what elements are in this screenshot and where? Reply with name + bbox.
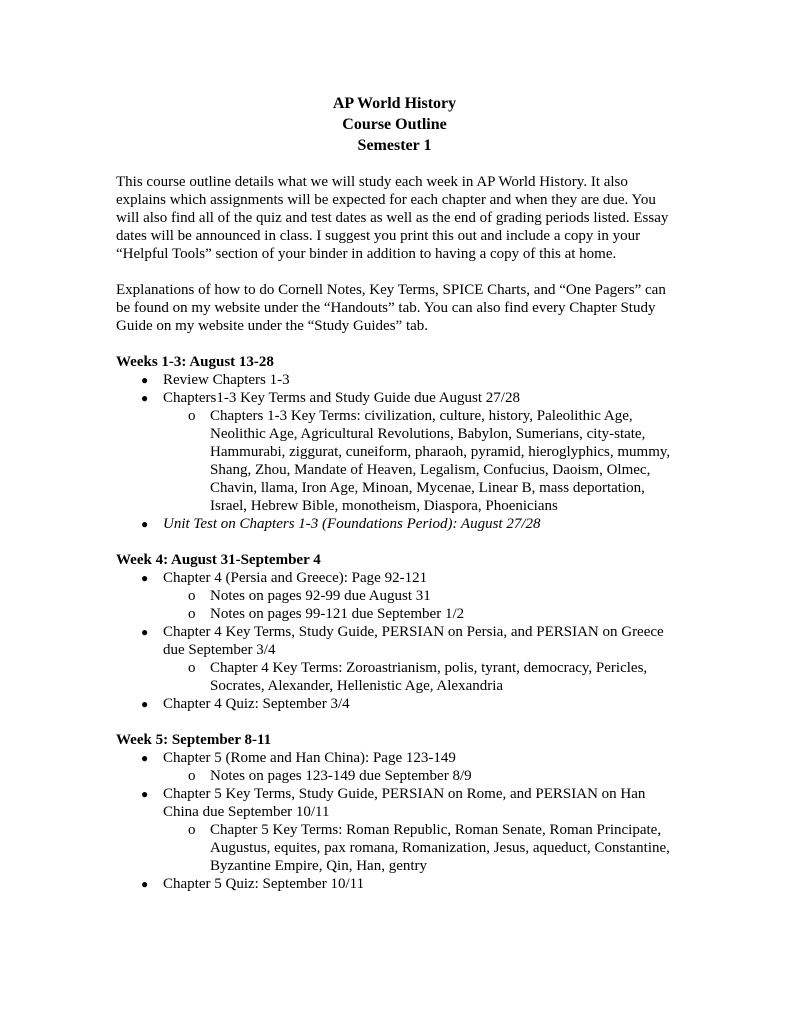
sub-list-item <box>188 587 673 605</box>
list-item-text: Chapter 5 (Rome and Han China): Page 123-149 <box>163 750 456 766</box>
explanations-paragraph: Explanations of how to do Cornell Notes, Key Terms, SPICE Charts, and “One Pagers” can be found on my website under the “Handouts” tab. You can also find every Chapter Study Guide on my website under the “Study Guides” tab. <box>116 282 666 334</box>
list-item-text: Chapter 4 Quiz: September 3/4 <box>163 696 350 712</box>
title-semester: Semester 1 <box>357 137 432 154</box>
list-item <box>141 569 673 623</box>
title-course: AP World History <box>332 95 457 112</box>
week-item-list <box>116 371 673 533</box>
bullet-icon: ● <box>141 751 149 765</box>
list-item <box>141 371 673 389</box>
sub-list-item <box>188 767 673 785</box>
list-item-text: Chapters1-3 Key Terms and Study Guide due August 27/28 <box>163 390 520 406</box>
sub-item-list <box>163 821 673 875</box>
list-item <box>141 623 673 695</box>
week-section <box>116 551 673 713</box>
bullet-icon: ● <box>141 571 149 585</box>
week-section <box>116 353 673 533</box>
list-item <box>141 695 673 713</box>
list-item <box>141 875 673 893</box>
sub-item-list <box>163 587 673 623</box>
sub-item-list <box>163 659 673 695</box>
sub-bullet-icon: o <box>188 588 196 604</box>
sub-item-text: Notes on pages 99-121 due September 1/2 <box>210 606 465 622</box>
bullet-icon: ● <box>141 697 149 711</box>
week-heading: Week 4: August 31-September 4 <box>116 552 321 568</box>
sub-item-text: Chapter 5 Key Terms: Roman Republic, Roman Senate, Roman Principate, Augustus, equites, pax romana, Romanization, Jesus, aqueduct, Constantine, Byzantine Empire, Qin, Han, gentry <box>210 822 670 874</box>
title-outline: Course Outline <box>342 116 447 133</box>
list-item <box>141 515 673 533</box>
bullet-icon: ● <box>141 517 149 531</box>
sub-bullet-icon: o <box>188 822 196 838</box>
list-item <box>141 389 673 515</box>
sub-bullet-icon: o <box>188 768 196 784</box>
sub-item-text: Notes on pages 123-149 due September 8/9 <box>210 768 472 784</box>
sub-bullet-icon: o <box>188 408 196 424</box>
list-item <box>141 785 673 875</box>
list-item-text: Chapter 4 Key Terms, Study Guide, PERSIAN on Persia, and PERSIAN on Greece due September 3/4 <box>163 624 664 658</box>
bullet-icon: ● <box>141 625 149 639</box>
document-title <box>116 93 673 156</box>
week-item-list <box>116 749 673 893</box>
bullet-icon: ● <box>141 373 149 387</box>
list-item-text: Chapter 5 Quiz: September 10/11 <box>163 876 365 892</box>
sub-list-item <box>188 659 673 695</box>
list-item-text: Chapter 5 Key Terms, Study Guide, PERSIAN on Rome, and PERSIAN on Han China due September 10/11 <box>163 786 646 820</box>
week-item-list <box>116 569 673 713</box>
sub-item-text: Chapter 4 Key Terms: Zoroastrianism, polis, tyrant, democracy, Pericles, Socrates, Alexander, Hellenistic Age, Alexandria <box>210 660 648 694</box>
list-item-text: Review Chapters 1-3 <box>163 372 290 388</box>
week-heading: Weeks 1-3: August 13-28 <box>116 354 274 370</box>
sub-list-item <box>188 605 673 623</box>
intro-paragraph: This course outline details what we will study each week in AP World History. It also explains which assignments will be expected for each chapter and when they are due. You will also find all of the quiz and test dates as well as the end of grading periods listed. Essay dates will be announced in class. I suggest you print this out and include a copy in your “Helpful Tools” section of your binder in addition to having a copy of this at home. <box>116 174 669 262</box>
week-heading: Week 5: September 8-11 <box>116 732 272 748</box>
bullet-icon: ● <box>141 787 149 801</box>
list-item <box>141 749 673 785</box>
bullet-icon: ● <box>141 877 149 891</box>
unit-test-text: Unit Test on Chapters 1-3 (Foundations Period): August 27/28 <box>163 516 541 532</box>
sub-item-list <box>163 767 673 785</box>
sub-list-item <box>188 407 673 515</box>
sub-list-item <box>188 821 673 875</box>
sub-bullet-icon: o <box>188 660 196 676</box>
sub-bullet-icon: o <box>188 606 196 622</box>
sub-item-text: Chapters 1-3 Key Terms: civilization, culture, history, Paleolithic Age, Neolithic Age, Agricultural Revolutions, Babylon, Sumerians, city-state, Hammurabi, ziggurat, cuneiform, pharaoh, pyramid, hieroglyphics, mummy, Shang, Zhou, Mandate of Heaven, Legalism, Confucius, Daoism, Olmec, Chavin, llama, Iron Age, Minoan, Mycenae, Linear B, mass deportation, Israel, Hebrew Bible, monotheism, Diaspora, Phoenicians <box>210 408 671 514</box>
list-item-text: Chapter 4 (Persia and Greece): Page 92-121 <box>163 570 428 586</box>
sub-item-list <box>163 407 673 515</box>
week-section <box>116 731 673 893</box>
sub-item-text: Notes on pages 92-99 due August 31 <box>210 588 431 604</box>
bullet-icon: ● <box>141 391 149 405</box>
